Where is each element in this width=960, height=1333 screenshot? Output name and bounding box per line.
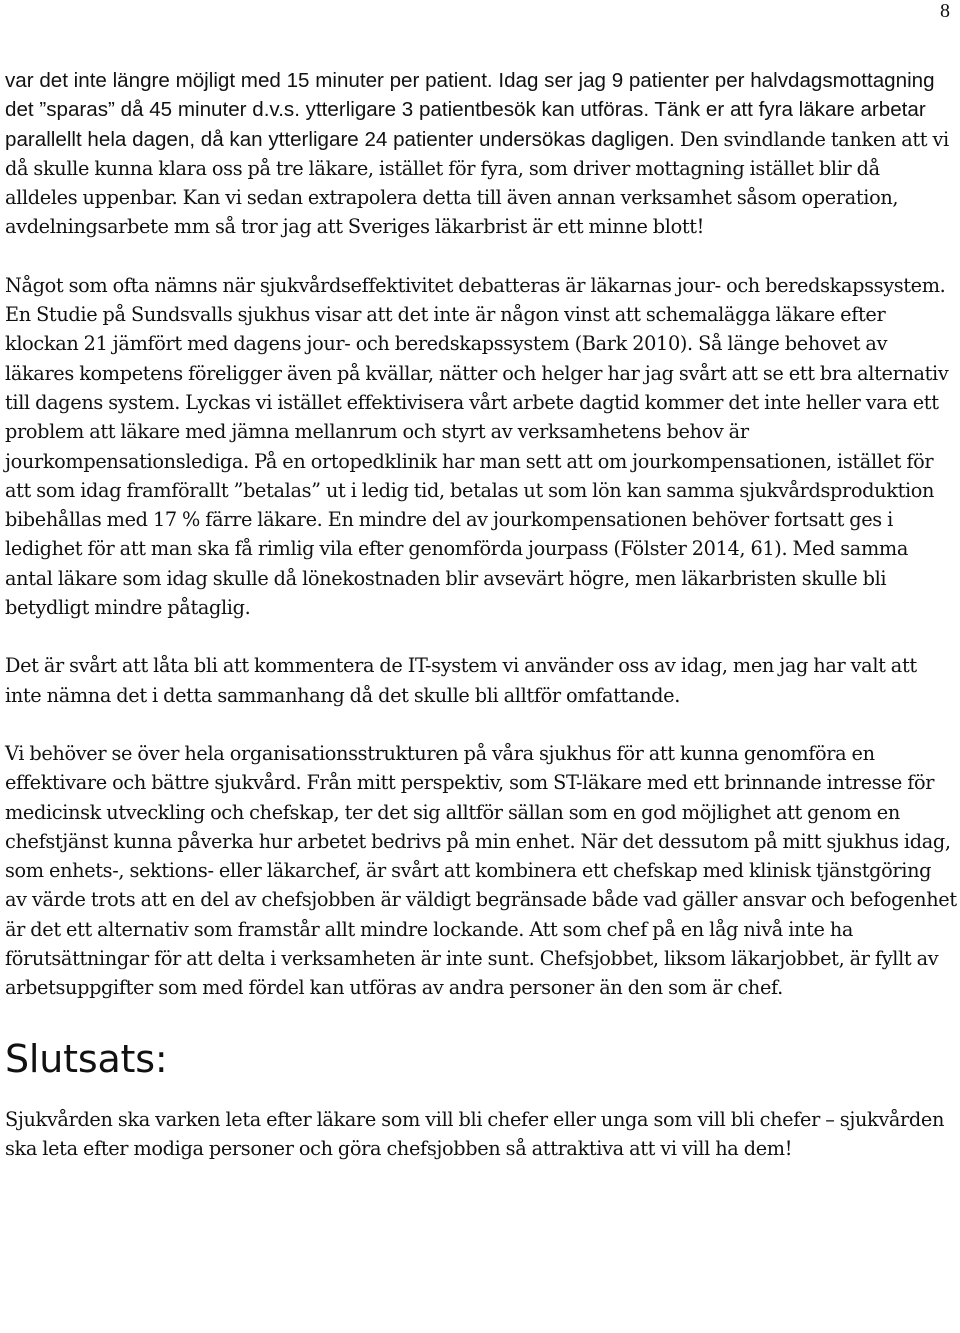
conclusion-heading: Slutsats: xyxy=(5,1036,168,1081)
paragraph-mottagning-part-1: var det inte längre möjligt med 15 minuter per patient. Idag ser jag 9 patienter per halvdagsmottagning det ”sparas” då 45 minuter d.v.s. ytterligare 3 patientbesök kan utföras. Tänk er att fyra läkare arbetar parallellt hela dagen, då kan ytterligare 24 patienter undersökas dagligen. xyxy=(5,69,935,151)
page-number: 8 xyxy=(940,0,950,22)
paragraph-jour: Något som ofta nämns när sjukvårdseffektivitet debatteras är läkarnas jour- och beredskapssystem. En Studie på Sundsvalls sjukhus visar att det inte är någon vinst att schemalägga läkare efter klockan 21 jämfört med dagens jour- och beredskapssystem (Bark 2010). Så länge behovet av läkares kompetens föreligger även på kvällar, nätter och helger har jag svårt att se ett bra alternativ till dagens system. Lyckas vi istället effektivisera vårt arbete dagtid kommer det inte heller vara ett problem att läkare med jämna mellanrum och styrt av verksamhetens behov är jourkompensationslediga. På en ortopedklinik har man sett att om jourkompensationen, istället för att som idag framförallt ”betalas” ut i ledig tid, betalas ut som lön kan samma sjukvårdsproduktion bibehållas med 17 % färre läkare. En mindre del av jourkompensationen behöver fortsatt ges i ledighet för att man ska få rimlig vila efter genomförda jourpass (Fölster 2014, 61). Med samma antal läkare som idag skulle då lönekostnaden blir avsevärt högre, men läkarbristen skulle bli betydligt mindre påtaglig. xyxy=(5,273,949,620)
paragraph-organisation: Vi behöver se över hela organisationsstrukturen på våra sjukhus för att kunna genomföra en effektivare och bättre sjukvård. Från mitt perspektiv, som ST-läkare med ett brinnande intresse för medicinsk utveckling och chefskap, ter det sig alltför sällan som en god möjlighet att genom en chefstjänst kunna påverka hur arbetet bedrivs på min enhet. När det dessutom på mitt sjukhus idag, som enhets-, sektions- eller läkarchef, är svårt att kombinera ett chefskap med klinisk tjänstgöring av värde trots att en del av chefsjobben är väldigt begränsade både vad gäller ansvar och befogenhet är det ett alternativ som framstår allt mindre lockande. Att som chef på en låg nivå inte ha förutsättningar för att delta i verksamheten är inte sunt. Chefsjobbet, liksom läkarjobbet, är fyllt av arbetsuppgifter som med fördel kan utföras av andra personer än den som är chef. xyxy=(5,741,957,1000)
paragraph-gap xyxy=(5,242,957,271)
section-gap xyxy=(5,1003,957,1037)
document-body xyxy=(5,66,957,1163)
heading-gap xyxy=(5,1081,957,1105)
conclusion-text: Sjukvården ska varken leta efter läkare som vill bli chefer eller unga som vill bli chefer – sjukvården ska leta efter modiga personer och göra chefsjobben så attraktiva att vi vill ha dem! xyxy=(5,1107,945,1160)
paragraph-gap xyxy=(5,622,957,651)
paragraph-it-system: Det är svårt att låta bli att kommentera de IT-system vi använder oss av idag, men jag har valt att inte nämna det i detta sammanhang då det skulle bli alltför omfattande. xyxy=(5,654,917,707)
paragraph-mottagning-part-2: Den svindlande tanken att vi då skulle kunna klara oss på tre läkare, istället för fyra, som driver mottagning istället blir då alldeles uppenbar. Kan vi sedan extrapolera detta till även annan verksamhet såsom operation, avdelningsarbete mm så tror jag att Sveriges läkarbrist är ett minne blott! xyxy=(5,127,949,239)
paragraph-mottagning xyxy=(5,66,957,242)
paragraph-gap xyxy=(5,710,957,739)
